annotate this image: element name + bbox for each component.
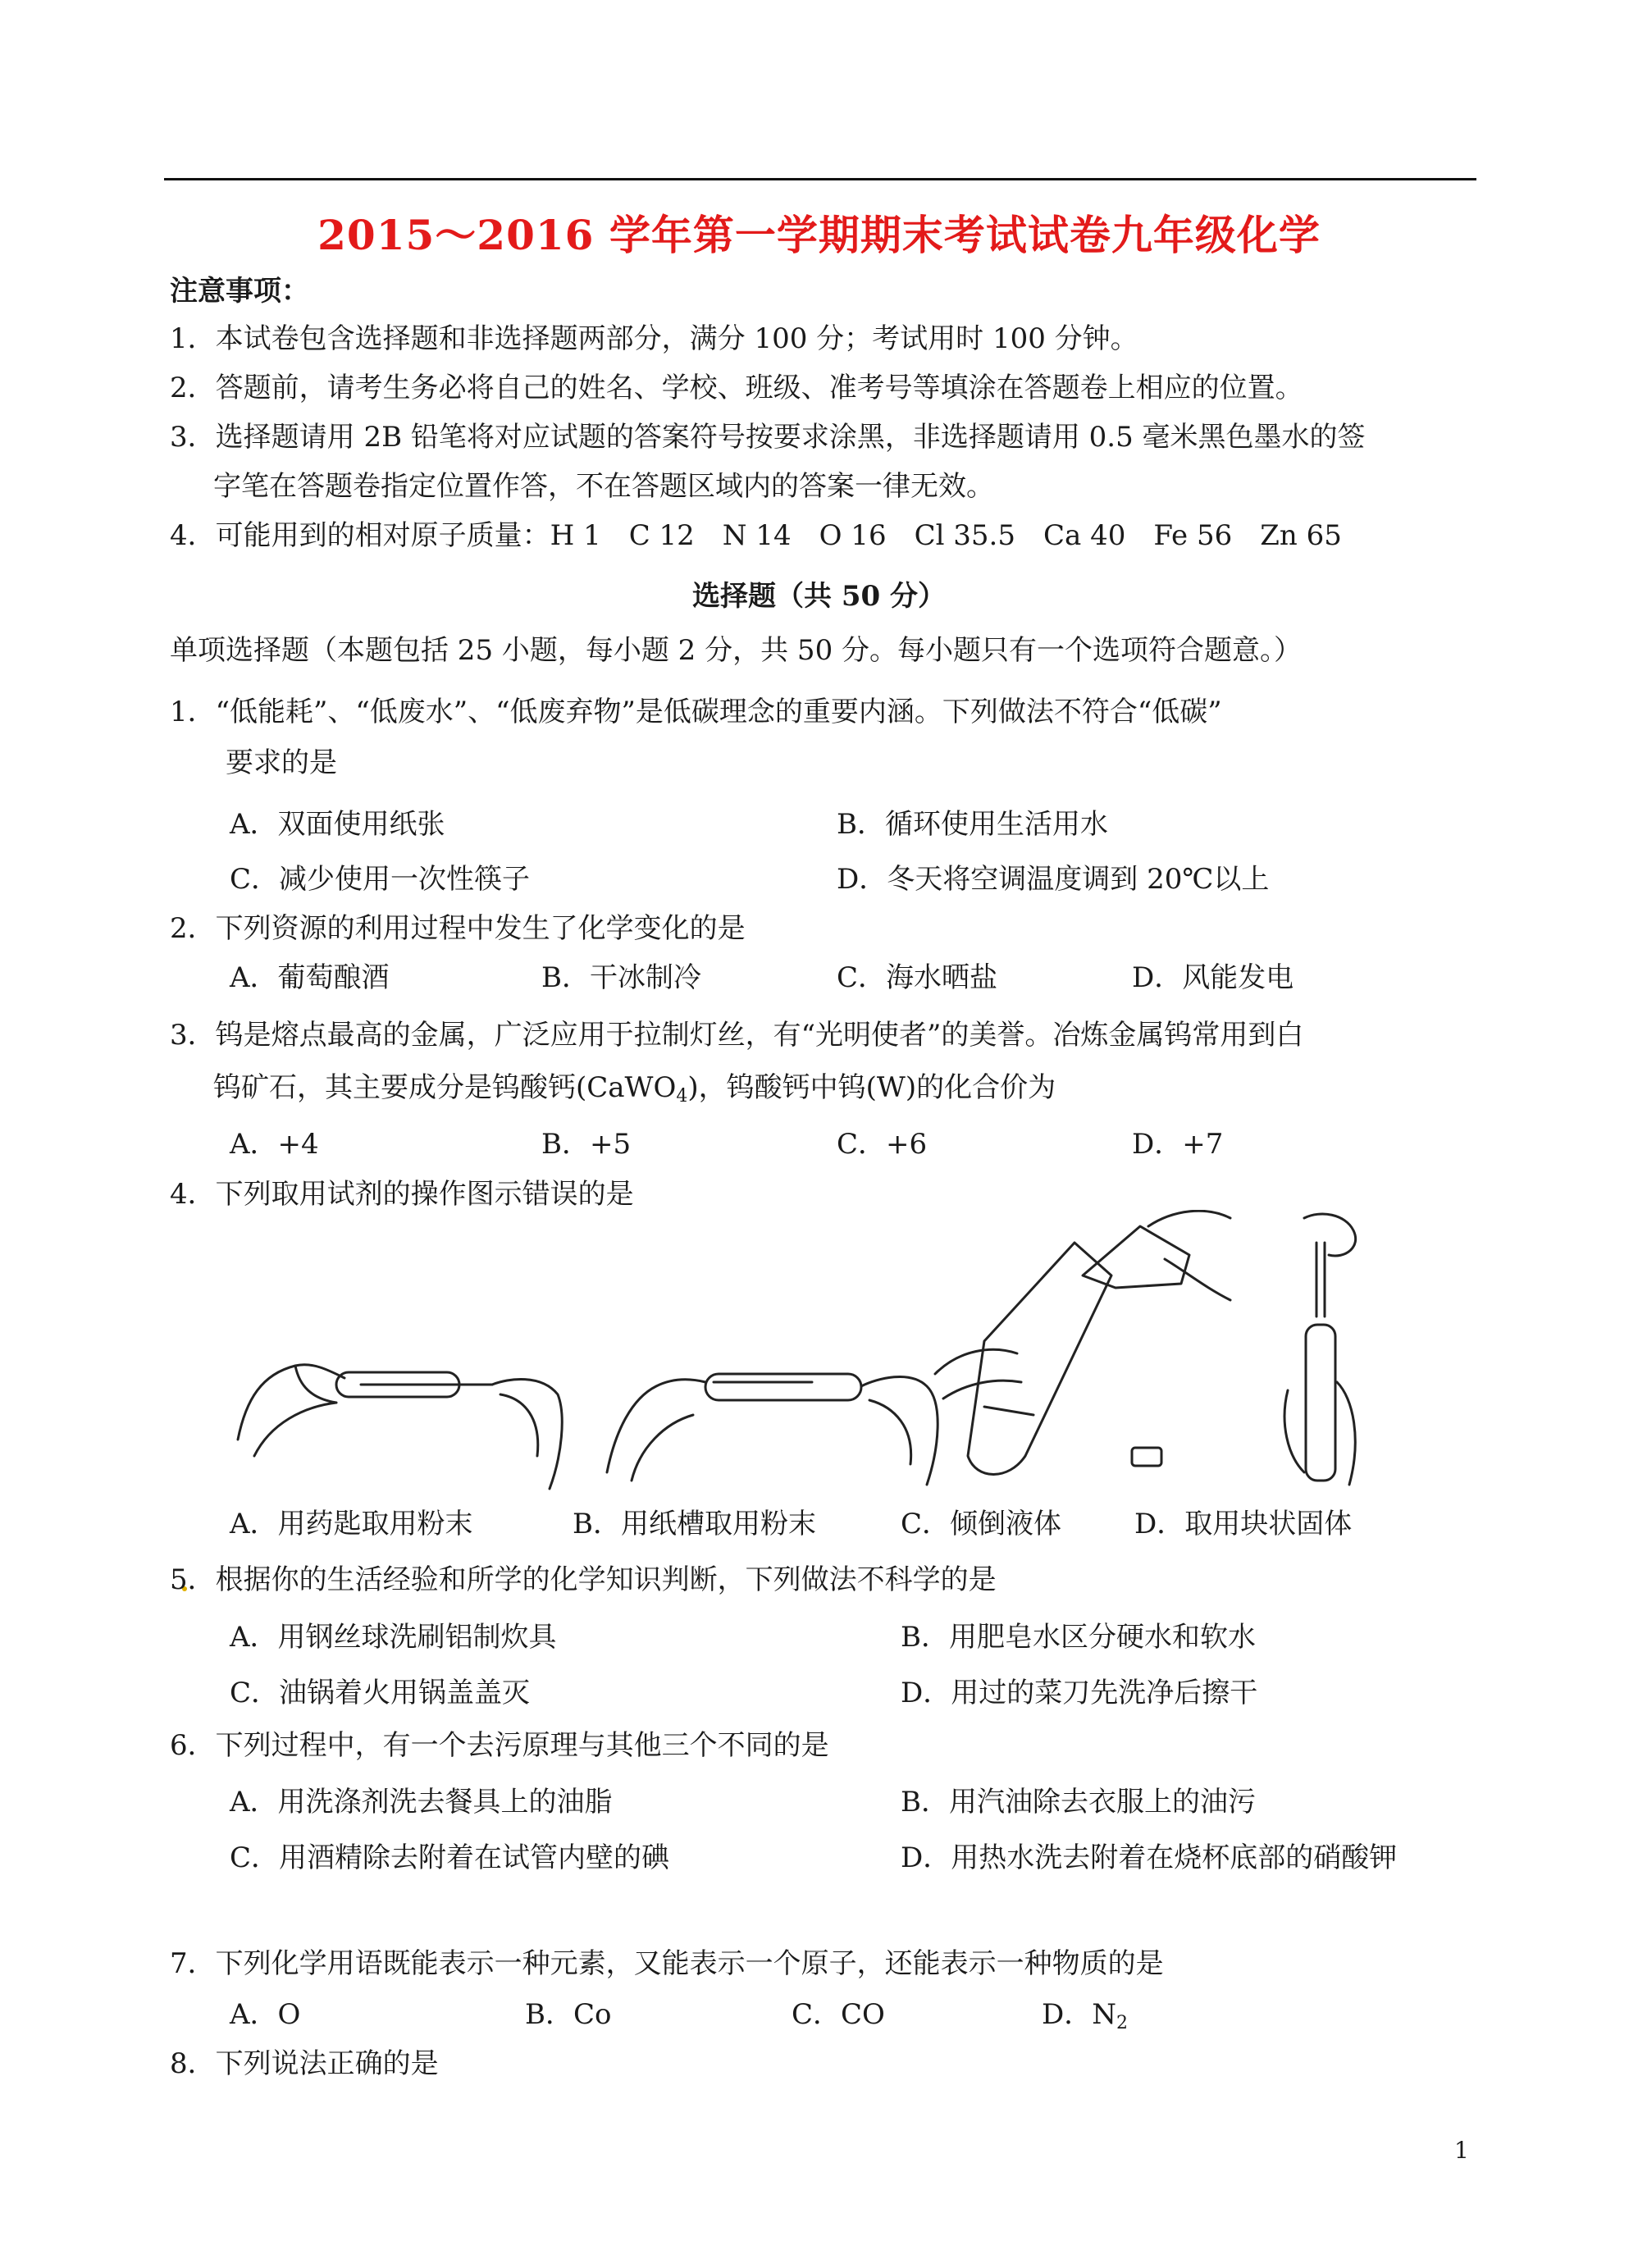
q5-option-b: B．用肥皂水区分硬水和软水 <box>901 1621 1256 1654</box>
notice-item-2: 2．答题前，请考生务必将自己的姓名、学校、班级、准考号等填涂在答题卷上相应的位置。 <box>170 372 1303 404</box>
q6-option-c: C．用酒精除去附着在试管内壁的碘 <box>230 1841 670 1874</box>
q6-stem: 6．下列过程中，有一个去污原理与其他三个不同的是 <box>170 1729 829 1762</box>
page-number: 1 <box>1454 2137 1469 2164</box>
q3-option-c: C．+6 <box>837 1128 928 1161</box>
top-rule <box>164 178 1476 180</box>
q1-stem: 1．“低能耗”、“低废水”、“低废弃物”是低碳理念的重要内涵。下列做法不符合“低碳” <box>170 696 1222 728</box>
q4-option-c: C．倾倒液体 <box>901 1508 1062 1540</box>
q4-stem: 4．下列取用试剂的操作图示错误的是 <box>170 1178 634 1211</box>
q7-option-d <box>1042 1998 1128 2034</box>
q7-option-b: B．Co <box>525 1998 612 2031</box>
q3-stem-cont-text-a: 钨矿石，其主要成分是钨酸钙(CaWO <box>213 1071 677 1104</box>
q3-option-d: D．+7 <box>1132 1128 1224 1161</box>
q5-option-a: A．用钢丝球洗刷铝制炊具 <box>230 1621 557 1654</box>
q3-stem-cont <box>213 1071 1056 1107</box>
q1-stem-cont: 要求的是 <box>226 746 337 779</box>
q8-stem: 8．下列说法正确的是 <box>170 2047 439 2080</box>
q3-stem: 3．钨是熔点最高的金属，广泛应用于拉制灯丝，有“光明使者”的美誉。冶炼金属钨常用到白 <box>170 1019 1304 1052</box>
q3-stem-cont-text-b: )，钨酸钙中钨(W)的化合价为 <box>687 1071 1056 1104</box>
q6-option-a: A．用洗涤剂洗去餐具上的油脂 <box>230 1786 613 1819</box>
section-instruction: 单项选择题（本题包括 25 小题，每小题 2 分，共 50 分。每小题只有一个选项符合题意。） <box>170 634 1303 667</box>
q7-option-a: A．O <box>230 1998 301 2031</box>
q2-stem: 2．下列资源的利用过程中发生了化学变化的是 <box>170 912 746 945</box>
figure-d-solid-into-tube <box>1284 1214 1356 1485</box>
q1-option-a: A．双面使用纸张 <box>230 808 445 841</box>
figure-c-pouring-liquid <box>935 1211 1230 1474</box>
figure-b-paper-trough <box>607 1374 938 1485</box>
notice-heading: 注意事项： <box>170 275 309 308</box>
q4-option-a: A．用药匙取用粉末 <box>230 1508 473 1540</box>
q3-option-b: B．+5 <box>541 1128 632 1161</box>
q5-option-c: C．油锅着火用锅盖盖灭 <box>230 1677 531 1709</box>
q2-option-d: D．风能发电 <box>1132 961 1294 994</box>
q2-option-b: B．干冰制冷 <box>541 961 701 994</box>
q2-option-a: A．葡萄酿酒 <box>230 961 390 994</box>
q7-option-d-text: D．N <box>1042 1998 1117 2031</box>
q1-option-b: B．循环使用生活用水 <box>837 808 1108 841</box>
notice-item-1: 1．本试卷包含选择题和非选择题两部分，满分 100 分；考试用时 100 分钟。 <box>170 322 1138 355</box>
page-title: 2015～2016 学年第一学期期末考试试卷九年级化学 <box>317 211 1321 259</box>
notice-item-3: 3．选择题请用 2B 铅笔将对应试题的答案符号按要求涂黑，非选择题请用 0.5 毫米黑色墨水的签 <box>170 421 1366 454</box>
q3-subscript: 4 <box>676 1086 688 1107</box>
q5-stem: 5．根据你的生活经验和所学的化学知识判断，下列做法不科学的是 <box>170 1563 997 1596</box>
q2-option-c: C．海水晒盐 <box>837 961 998 994</box>
q6-option-d: D．用热水洗去附着在烧杯底部的硝酸钾 <box>901 1841 1398 1874</box>
notice-item-4: 4．可能用到的相对原子质量：H 1 C 12 N 14 O 16 Cl 35.5 Ca 40 Fe 56 Zn 65 <box>170 519 1342 552</box>
q4-reagent-operations-figure <box>221 1210 1370 1497</box>
q4-option-b: B．用纸槽取用粉末 <box>573 1508 816 1540</box>
figure-a-spatula <box>238 1365 562 1489</box>
q7-option-c: C．CO <box>792 1998 885 2031</box>
q1-option-c: C．减少使用一次性筷子 <box>230 863 531 896</box>
q1-option-d: D．冬天将空调温度调到 20℃以上 <box>837 863 1270 896</box>
section-heading: 选择题（共 50 分） <box>692 580 946 613</box>
q7-stem: 7．下列化学用语既能表示一种元素，又能表示一个原子，还能表示一种物质的是 <box>170 1947 1164 1980</box>
notice-item-3-cont: 字笔在答题卷指定位置作答，不在答题区域内的答案一律无效。 <box>213 470 994 503</box>
q3-option-a: A．+4 <box>230 1128 319 1161</box>
q5-option-d: D．用过的菜刀先洗净后擦干 <box>901 1677 1258 1709</box>
q6-option-b: B．用汽油除去衣服上的油污 <box>901 1786 1256 1819</box>
q4-option-d: D．取用块状固体 <box>1134 1508 1353 1540</box>
q7-option-d-subscript: 2 <box>1116 2013 1129 2033</box>
